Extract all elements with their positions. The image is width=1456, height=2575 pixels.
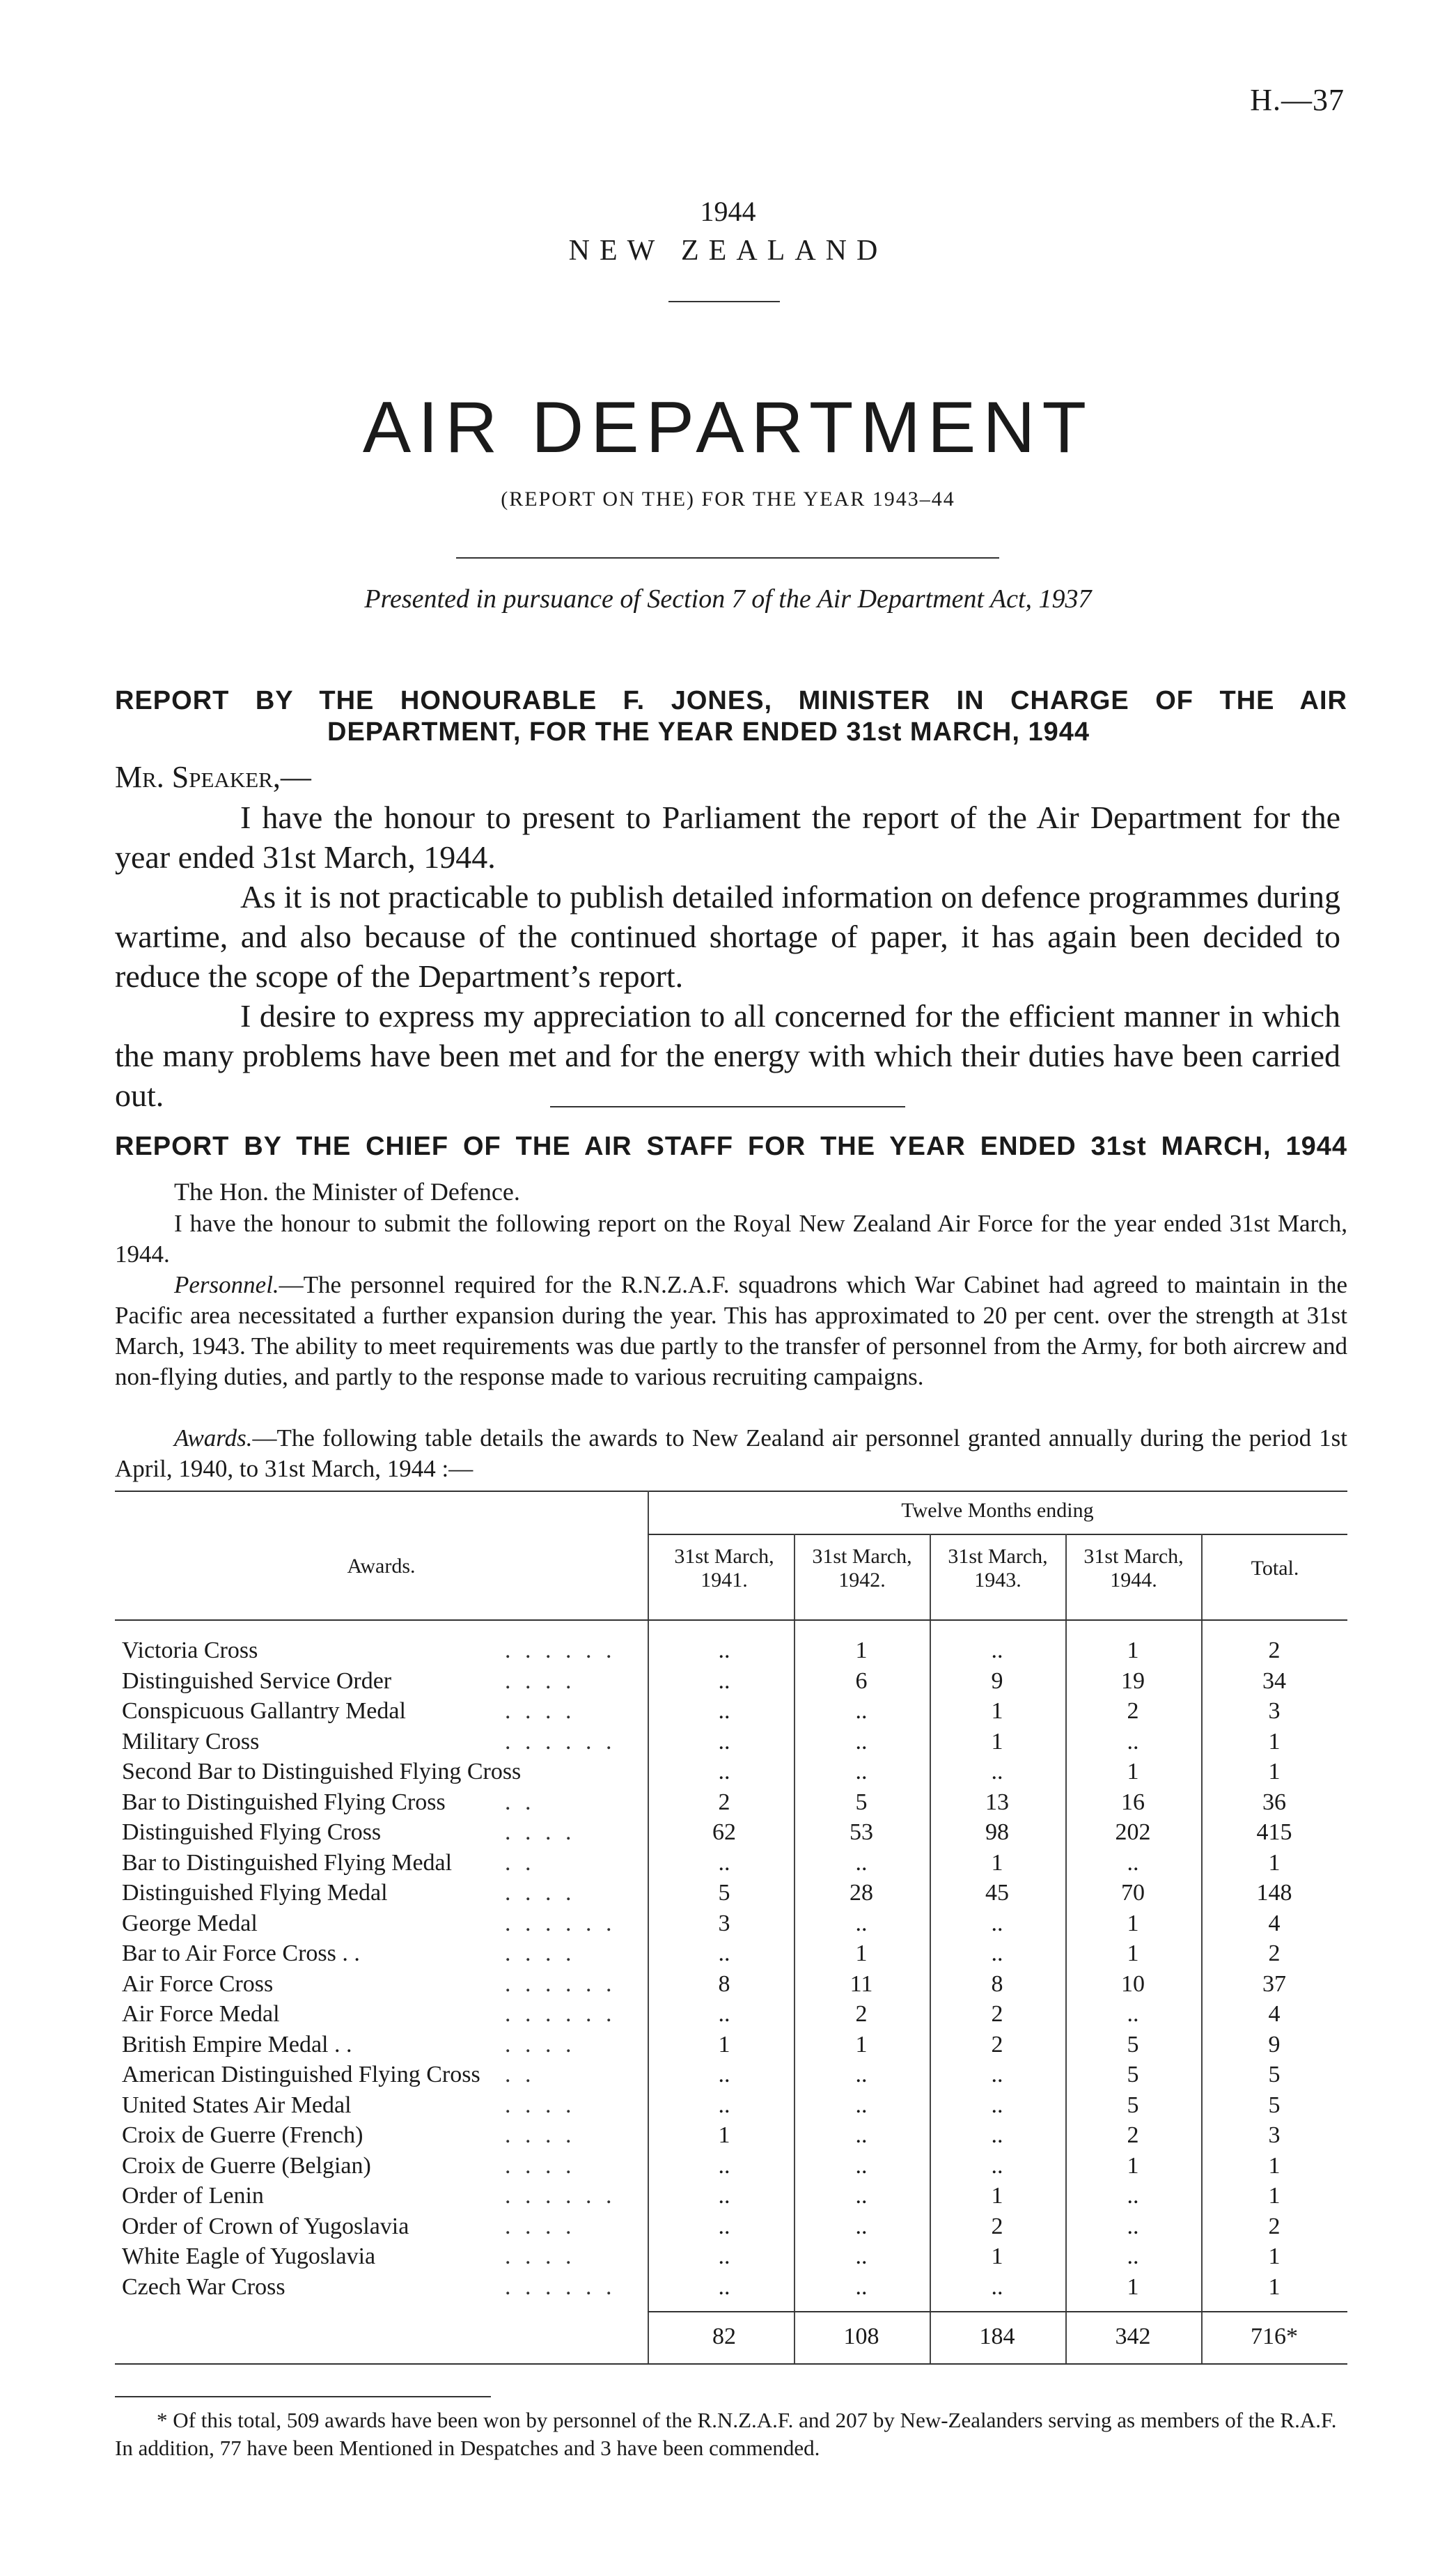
award-count: 1 bbox=[855, 1637, 868, 1663]
page-reference: H.—37 bbox=[1250, 83, 1345, 117]
awards-label: Awards. bbox=[174, 1424, 253, 1452]
award-count: .. bbox=[718, 1728, 730, 1755]
table-row bbox=[115, 1879, 1347, 1907]
award-count: 4 bbox=[1268, 2001, 1281, 2027]
award-count: 1 bbox=[1127, 2273, 1139, 2300]
award-count: .. bbox=[1127, 1849, 1139, 1876]
award-count: 3 bbox=[1268, 1698, 1281, 1724]
award-name: George Medal bbox=[122, 1910, 258, 1936]
minister-heading-line1: REPORT BY THE HONOURABLE F. JONES, MINISTER IN CHARGE OF THE AIR bbox=[115, 686, 1347, 715]
award-count: 8 bbox=[991, 1970, 1003, 1997]
award-count: .. bbox=[855, 1698, 868, 1724]
addressee: The Hon. the Minister of Defence. bbox=[174, 1178, 520, 1206]
table-bottom-rule bbox=[115, 2363, 1347, 2365]
document-subtitle: (REPORT ON THE) FOR THE YEAR 1943–44 bbox=[501, 488, 955, 511]
award-count: 28 bbox=[850, 1880, 873, 1906]
leader-dots: . . . . bbox=[505, 1667, 576, 1694]
leader-dots: . . . . . . bbox=[505, 2183, 616, 2209]
minister-paragraph-1: I have the honour to present to Parliament the report of the Air Department for the year ended 31st March, 1944. bbox=[115, 800, 1340, 875]
award-count: .. bbox=[855, 2152, 868, 2179]
leader-dots: . . bbox=[505, 1849, 535, 1876]
leader-dots: . . . . bbox=[505, 2152, 576, 2179]
award-count: 1 bbox=[1268, 2243, 1281, 2269]
award-name: Victoria Cross bbox=[122, 1637, 258, 1663]
award-count: 1 bbox=[1127, 2152, 1139, 2179]
award-count: 37 bbox=[1262, 1970, 1286, 1997]
country-name: NEW ZEALAND bbox=[568, 235, 888, 267]
award-count: 1 bbox=[855, 2031, 868, 2057]
award-count: 3 bbox=[718, 1910, 730, 1936]
table-row bbox=[115, 1849, 1347, 1877]
section-rule bbox=[550, 1106, 905, 1107]
award-name: Order of Lenin bbox=[122, 2183, 264, 2209]
award-count: 3 bbox=[1268, 2122, 1281, 2148]
award-count: .. bbox=[1127, 2243, 1139, 2269]
leader-dots: . . . . bbox=[505, 2243, 576, 2269]
award-count: .. bbox=[991, 2273, 1003, 2300]
awards-table bbox=[115, 1491, 1347, 2365]
header-rule-short bbox=[668, 301, 780, 302]
award-name: British Empire Medal . . bbox=[122, 2031, 352, 2057]
award-count: 415 bbox=[1256, 1819, 1292, 1845]
award-name: Military Cross bbox=[122, 1728, 260, 1755]
table-row bbox=[115, 2273, 1347, 2301]
table-row bbox=[115, 1940, 1347, 1968]
award-count: 1 bbox=[1127, 1637, 1139, 1663]
award-count: .. bbox=[855, 1728, 868, 1755]
award-name: Air Force Medal bbox=[122, 2001, 280, 2027]
award-count: 1 bbox=[1268, 1759, 1281, 1784]
table-row bbox=[115, 1819, 1347, 1846]
table-row bbox=[115, 2061, 1347, 2089]
award-count: .. bbox=[855, 2213, 868, 2239]
award-count: 45 bbox=[985, 1880, 1009, 1906]
award-count: 5 bbox=[855, 1789, 868, 1815]
table-row bbox=[115, 1758, 1347, 1786]
award-count: 1 bbox=[1268, 1728, 1281, 1755]
leader-dots: . . . . bbox=[505, 1880, 576, 1906]
table-row bbox=[115, 1728, 1347, 1756]
award-count: .. bbox=[855, 2092, 868, 2118]
table-row bbox=[115, 1910, 1347, 1938]
award-count: 202 bbox=[1115, 1819, 1151, 1845]
award-count: .. bbox=[1127, 2213, 1139, 2239]
personnel-text: —The personnel required for the R.N.Z.A.F. squadrons which War Cabinet had agreed to maintain in the Pacific area necessitated a further expansion during the year. This has approximated to 20 per cent. over the strength at 31st March, 1943. The ability to meet requirements was due partly to the transfer of personnel from the Army, for both aircrew and non-flying duties, and partly to the response made to various recruiting campaigns. bbox=[115, 1271, 1347, 1390]
award-name: Croix de Guerre (French) bbox=[122, 2122, 363, 2148]
minister-heading-line2: DEPARTMENT, FOR THE YEAR ENDED 31st MARCH, 1944 bbox=[327, 717, 1090, 747]
award-count: 2 bbox=[1268, 1637, 1281, 1663]
leader-dots: . . . . . . bbox=[505, 1910, 616, 1936]
footnote: * Of this total, 509 awards have been won by personnel of the R.N.Z.A.F. and 207 by New-Zealanders serving as members of the R.A.F. In addition, 77 have been Mentioned in Despatches and 3 have been commended. bbox=[115, 2408, 1337, 2460]
award-name: Order of Crown of Yugoslavia bbox=[122, 2213, 409, 2239]
award-name: Distinguished Flying Medal bbox=[122, 1880, 388, 1906]
award-name: Conspicuous Gallantry Medal bbox=[122, 1698, 406, 1724]
award-count: .. bbox=[1127, 2183, 1139, 2209]
award-name: Second Bar to Distinguished Flying Cross bbox=[122, 1759, 522, 1784]
minister-report-heading bbox=[115, 686, 1347, 716]
award-count: .. bbox=[855, 2122, 868, 2148]
leader-dots: . . . . . . bbox=[505, 1637, 616, 1663]
totals-rule bbox=[648, 2311, 1347, 2312]
award-name: Distinguished Service Order bbox=[122, 1667, 392, 1694]
leader-dots: . . . . . . bbox=[505, 2273, 616, 2300]
award-count: 13 bbox=[985, 1789, 1009, 1815]
award-count: 1 bbox=[1268, 2152, 1281, 2179]
leader-dots: . . . . bbox=[505, 1819, 576, 1845]
award-count: .. bbox=[718, 2001, 730, 2027]
award-count: .. bbox=[991, 2062, 1003, 2087]
award-count: 2 bbox=[1127, 2122, 1139, 2148]
award-count: 2 bbox=[991, 2001, 1003, 2027]
award-name: Bar to Air Force Cross . . bbox=[122, 1940, 360, 1966]
award-count: 1 bbox=[1268, 2273, 1281, 2300]
leader-dots: . . . . bbox=[505, 2213, 576, 2239]
award-count: 1 bbox=[991, 1728, 1003, 1755]
award-count: 5 bbox=[1127, 2092, 1139, 2118]
award-count: 19 bbox=[1121, 1667, 1145, 1694]
subtitle-rule bbox=[456, 557, 999, 559]
salutation: Mr. Speaker,— bbox=[115, 760, 311, 794]
award-count: 5 bbox=[1268, 2062, 1281, 2087]
award-count: 2 bbox=[1127, 1698, 1139, 1724]
award-count: .. bbox=[991, 2122, 1003, 2148]
group-header-rule bbox=[648, 1534, 1347, 1535]
table-row bbox=[115, 1697, 1347, 1725]
leader-dots: . . bbox=[505, 1789, 535, 1815]
award-count: 11 bbox=[850, 1970, 873, 1997]
award-count: .. bbox=[1127, 1728, 1139, 1755]
award-count: .. bbox=[718, 2092, 730, 2118]
award-count: 34 bbox=[1262, 1667, 1286, 1694]
award-count: 5 bbox=[718, 1880, 730, 1906]
personnel-paragraph bbox=[115, 1270, 1347, 1392]
table-row bbox=[115, 1667, 1347, 1695]
grand-total: 716* bbox=[1251, 2324, 1298, 2349]
leader-dots: . . bbox=[505, 2062, 535, 2087]
table-row bbox=[115, 2031, 1347, 2059]
footnote-rule bbox=[115, 2396, 491, 2397]
total-1941: 82 bbox=[712, 2324, 736, 2349]
award-count: 36 bbox=[1262, 1789, 1286, 1815]
award-count: 1 bbox=[718, 2031, 730, 2057]
award-count: .. bbox=[855, 2243, 868, 2269]
header-bottom-rule bbox=[115, 1619, 1347, 1621]
award-count: 9 bbox=[991, 1667, 1003, 1694]
award-count: .. bbox=[991, 2152, 1003, 2179]
award-count: .. bbox=[718, 1637, 730, 1663]
award-name: Distinguished Flying Cross bbox=[122, 1819, 382, 1845]
award-count: .. bbox=[718, 1849, 730, 1876]
award-count: 2 bbox=[1268, 1940, 1281, 1966]
award-count: .. bbox=[855, 2062, 868, 2087]
leader-dots: . . . . bbox=[505, 2092, 576, 2118]
award-name: Bar to Distinguished Flying Cross bbox=[122, 1789, 446, 1815]
total-1944: 342 bbox=[1115, 2324, 1151, 2349]
table-row bbox=[115, 2213, 1347, 2241]
minister-report-heading-2 bbox=[327, 717, 1090, 747]
minister-paragraph-2: As it is not practicable to publish detailed information on defence programmes during wartime, and also because of the continued shortage of paper, it has again been decided to reduce the scope of the Department’s report. bbox=[115, 879, 1340, 994]
award-count: .. bbox=[991, 1759, 1003, 1784]
awards-paragraph bbox=[115, 1423, 1347, 1484]
chief-report-heading: REPORT BY THE CHIEF OF THE AIR STAFF FOR THE YEAR ENDED 31st MARCH, 1944 bbox=[115, 1132, 1347, 1161]
award-count: .. bbox=[718, 1667, 730, 1694]
leader-dots: . . . . . . bbox=[505, 1728, 616, 1755]
award-count: 1 bbox=[1127, 1759, 1139, 1784]
award-count: 1 bbox=[1127, 1910, 1139, 1936]
table-row bbox=[115, 2152, 1347, 2180]
award-count: 1 bbox=[991, 2183, 1003, 2209]
table-row bbox=[115, 2000, 1347, 2028]
award-count: .. bbox=[991, 2092, 1003, 2118]
chief-intro: I have the honour to submit the following report on the Royal New Zealand Air Force for the year ended 31st March, 1944. bbox=[115, 1210, 1347, 1268]
personnel-label: Personnel. bbox=[174, 1271, 279, 1298]
award-count: 8 bbox=[718, 1970, 730, 1997]
award-name: White Eagle of Yugoslavia bbox=[122, 2243, 376, 2269]
award-count: .. bbox=[991, 1940, 1003, 1966]
award-count: 2 bbox=[855, 2001, 868, 2027]
awards-text: —The following table details the awards to New Zealand air personnel granted annually during the period 1st April, 1940, to 31st March, 1944 :— bbox=[115, 1424, 1347, 1482]
award-count: .. bbox=[718, 2152, 730, 2179]
award-count: .. bbox=[855, 2183, 868, 2209]
award-count: .. bbox=[855, 1759, 868, 1784]
column-header-total: Total. bbox=[1251, 1557, 1299, 1580]
award-count: 1 bbox=[991, 2243, 1003, 2269]
group-header: Twelve Months ending bbox=[901, 1499, 1094, 1522]
award-count: .. bbox=[718, 1698, 730, 1724]
award-count: .. bbox=[718, 1759, 730, 1784]
award-name: United States Air Medal bbox=[122, 2092, 352, 2118]
table-row bbox=[115, 2092, 1347, 2119]
award-count: .. bbox=[1127, 2001, 1139, 2027]
column-header-1944: 31st March, 1944. bbox=[1083, 1545, 1184, 1592]
award-count: .. bbox=[718, 2243, 730, 2269]
award-count: 1 bbox=[855, 1940, 868, 1966]
leader-dots: . . . . bbox=[505, 1698, 576, 1724]
award-count: 5 bbox=[1127, 2031, 1139, 2057]
award-count: 2 bbox=[991, 2213, 1003, 2239]
award-count: 2 bbox=[991, 2031, 1003, 2057]
table-row bbox=[115, 1637, 1347, 1665]
minister-paragraph-3: I desire to express my appreciation to all concerned for the efficient manner in which the many problems have been met and for the energy with which their duties have been carried out. bbox=[115, 998, 1340, 1113]
award-count: 62 bbox=[712, 1819, 736, 1845]
award-count: .. bbox=[991, 1637, 1003, 1663]
award-count: 2 bbox=[718, 1789, 730, 1815]
award-count: 9 bbox=[1268, 2031, 1281, 2057]
award-name: Croix de Guerre (Belgian) bbox=[122, 2152, 371, 2179]
table-row bbox=[115, 1970, 1347, 1998]
report-year: 1944 bbox=[700, 196, 756, 227]
award-count: .. bbox=[718, 2213, 730, 2239]
award-count: 1 bbox=[1127, 1940, 1139, 1966]
table-row bbox=[115, 2243, 1347, 2271]
award-count: .. bbox=[718, 1940, 730, 1966]
award-name: Air Force Cross bbox=[122, 1970, 274, 1997]
award-count: 148 bbox=[1256, 1880, 1292, 1906]
award-count: 5 bbox=[1127, 2062, 1139, 2087]
table-row bbox=[115, 2182, 1347, 2210]
leader-dots: . . . . . . bbox=[505, 2001, 616, 2027]
award-count: .. bbox=[718, 2062, 730, 2087]
award-count: 5 bbox=[1268, 2092, 1281, 2118]
award-name: Bar to Distinguished Flying Medal bbox=[122, 1849, 453, 1876]
award-count: 16 bbox=[1121, 1789, 1145, 1815]
award-count: .. bbox=[855, 1849, 868, 1876]
table-row bbox=[115, 1789, 1347, 1816]
award-count: 1 bbox=[1268, 1849, 1281, 1876]
award-count: 1 bbox=[718, 2122, 730, 2148]
document-title: AIR DEPARTMENT bbox=[362, 387, 1094, 468]
leader-dots: . . . . . . bbox=[505, 1970, 616, 1997]
award-count: 2 bbox=[1268, 2213, 1281, 2239]
award-count: .. bbox=[718, 2273, 730, 2300]
award-count: .. bbox=[991, 1910, 1003, 1936]
column-header-1943: 31st March, 1943. bbox=[948, 1545, 1048, 1592]
table-row bbox=[115, 2122, 1347, 2149]
leader-dots: . . . . bbox=[505, 1940, 576, 1966]
leader-dots: . . . . bbox=[505, 2031, 576, 2057]
award-count: .. bbox=[718, 2183, 730, 2209]
award-name: American Distinguished Flying Cross bbox=[122, 2062, 480, 2087]
award-count: 6 bbox=[855, 1667, 868, 1694]
presented-line: Presented in pursuance of Section 7 of the Air Department Act, 1937 bbox=[364, 584, 1092, 614]
award-count: .. bbox=[855, 1910, 868, 1936]
column-header-1942: 31st March, 1942. bbox=[812, 1545, 912, 1592]
awards-header: Awards. bbox=[347, 1555, 416, 1578]
award-count: 1 bbox=[991, 1849, 1003, 1876]
totals-row bbox=[115, 2323, 1347, 2351]
award-count: 98 bbox=[985, 1819, 1009, 1845]
award-name: Czech War Cross bbox=[122, 2273, 285, 2300]
award-count: 1 bbox=[1268, 2183, 1281, 2209]
award-count: .. bbox=[855, 2273, 868, 2300]
award-count: 53 bbox=[850, 1819, 873, 1845]
total-1943: 184 bbox=[979, 2324, 1015, 2349]
award-count: 10 bbox=[1121, 1970, 1145, 1997]
table-top-rule bbox=[115, 1491, 1347, 1492]
leader-dots: . . . . bbox=[505, 2122, 576, 2148]
total-1942: 108 bbox=[843, 2324, 879, 2349]
award-count: 4 bbox=[1268, 1910, 1281, 1936]
award-count: 1 bbox=[991, 1698, 1003, 1724]
column-header-1941: 31st March, 1941. bbox=[674, 1545, 774, 1592]
award-count: 70 bbox=[1121, 1880, 1145, 1906]
